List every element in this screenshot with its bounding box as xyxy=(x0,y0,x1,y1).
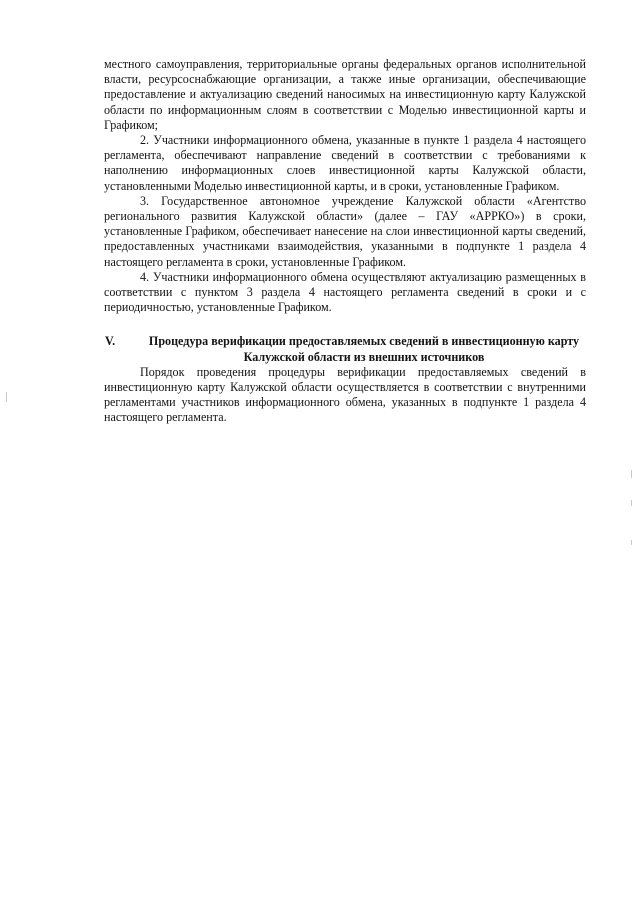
section-title: Процедура верификации предоставляемых сведений в инвестиционную карту Калужской области из внешних источников xyxy=(148,334,580,364)
paragraph-item-3: 3. Государственное автономное учреждение Калужской области «Агентство регионального развития Калужской области» (далее – ГАУ «АРРКО») в сроки, установленные Графиком, обеспечивает нанесение на слои инвестиционной карты сведений, предоставленных участниками взаимодействия, указанными в подпункте 1 раздела 4 настоящего регламента в сроки, установленные Графиком. xyxy=(104,193,586,269)
scan-artifact xyxy=(631,540,632,545)
scan-artifact xyxy=(631,470,632,478)
paragraph-continuation: местного самоуправления, территориальные органы федеральных органов исполнительной власти, ресурсоснабжающие организации, а также иные организации, обеспечивающие предоставление и актуализацию сведений наносимых на инвестиционную карту Калужской области по информационным слоям в соответствии с Моделью инвестиционной карты и Графиком; xyxy=(104,57,586,132)
document-body xyxy=(104,57,586,426)
scan-artifact xyxy=(6,392,7,402)
section-paragraph: Порядок проведения процедуры верификации предоставляемых сведений в инвестиционную карту Калужской области осуществляется в соответствии с внутренними регламентами участников информационного обмена, указанных в подпункте 1 раздела 4 настоящего регламента. xyxy=(104,364,586,425)
section-heading xyxy=(104,334,586,364)
scan-artifact xyxy=(631,500,632,506)
section-number: V. xyxy=(105,334,116,349)
paragraph-item-4: 4. Участники информационного обмена осуществляют актуализацию размещенных в соответствии с пунктом 3 раздела 4 настоящего регламента сведений в сроки и с периодичностью, установленные Графиком. xyxy=(104,269,586,315)
paragraph-item-2: 2. Участники информационного обмена, указанные в пункте 1 раздела 4 настоящего регламента, обеспечивают направление сведений в соответствии с требованиями к наполнению информационных слоев инвестиционной карты Калужской области, установленными Моделью инвестиционной карты, и в сроки, установленные Графиком. xyxy=(104,133,586,193)
